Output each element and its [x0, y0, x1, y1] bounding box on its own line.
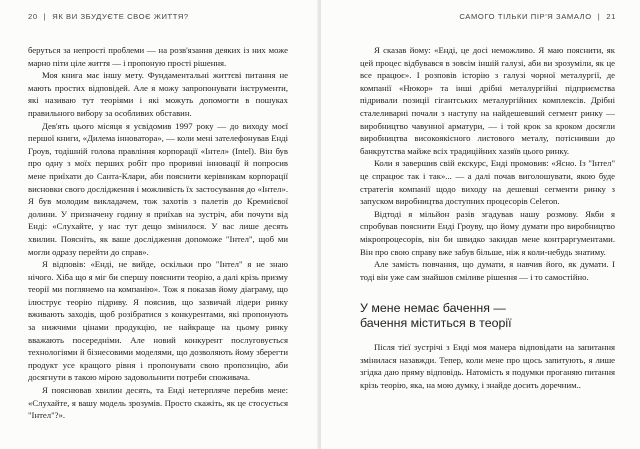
paragraph: Коли я завершив свій екскурс, Енді промовив: «Ясно. Із "Інтел" це спрацює так і так»... — а далі почав виголошувати, якою буде стратегія компанії щодо виходу на дешевші сегменти ринку з запуском виробництва доступних процесорів Celeron.: [360, 158, 615, 207]
header-separator: |: [597, 12, 601, 21]
section-subheading: [360, 301, 615, 331]
left-body-text: [28, 44, 288, 422]
header-separator: |: [43, 12, 47, 21]
paragraph: Але замість повчання, що думати, я навчив його, як думати. І тоді він уже сам знайшов сміливе рішення — і то самостійно.: [360, 259, 615, 282]
chapter-running-title: САМОГО ТІЛЬКИ ПІР'Я ЗАМАЛО: [459, 12, 592, 21]
subheading-line: У мене немає бачення —: [360, 301, 506, 316]
paragraph: Дев'ять цього місяця я усвідомив 1997 року — до виходу моєї першої книги, «Дилема інноватора», — коли мені зателефонував Енді Гроув, тодішній голова правління корпорації «Інтел» (Intel). Він був про одну з моїх перших робіт про проривні інновації й попросив мене приїхати до Санта-Клари, аби пояснити керівникам корпорації висновки свого дослідження і можливість їх застосування до «Інтел». Я був молодим викладачем, тож захотів з палетів до Кремнієвої долини. У призначену годину я приїхав на зустріч, аби почути від Енді: «Слухайте, у нас тут дещо змінилося. У вас лише десять хвилин. Поясніть, як ваше дослідження допоможе "Інтел", щоб ми могли одразу перейти до справ».: [28, 120, 288, 257]
paragraph: Я відповів: «Енді, не вийде, оскільки про "Інтел" я не знаю нічого. Хіба що я міг би спершу пояснити теорію, а далі крізь призму теорії ми поглянемо на компанію». Тож я показав йому діаграму, що ілюструє теорію підриву. Я пояснив, що зазвичай лідери ринку вживають заходів, щоб розібратися з конкурентами, які пропонують за нижчими цінами продукцію, не найкраще на цьому ринку вважають посередніми. Але новий конкурент послуговується технологіями й бізнесовими моделями, що дозволяють йому зберегти продукт усе кращого рівня і пропонувати свою пропозицію, аби досягнути в такою мірою задовольнити потреби споживача.: [28, 259, 288, 383]
right-page-number: 21: [606, 12, 616, 21]
right-body-text: [360, 44, 615, 392]
paragraph: Я пояснював хвилин десять, та Енді нетерпляче перебив мене: «Слухайте, я вашу модель зрозумів. Просто скажіть, як це стосується "Інтел"?».: [28, 385, 288, 421]
left-page-number: 20: [28, 12, 38, 21]
paragraph: Відтоді я мільйон разів згадував нашу розмову. Якби я спробував пояснити Енді Гроуву, що йому думати про виробництво мікропроцесорів, він би швидко закидав мене контраргументами. Він про свою справу вже забув більше, ніж я коли-небудь знатиму.: [360, 208, 615, 257]
paragraph: Я сказав йому: «Енді, це досі неможливо. Я маю пояснити, як цей процес відбувався в зовсім іншій галузі, аби ви зрозуміли, як це все працює». І розповів історію з галузі чорної металургії, де компанії «Нюкор» та інші дрібні металургійні підприємства підривали позиції гігантських металургійних комплексів. Дрібні сталеливарні почали з наступу на найдешевший сегмент ринку — виробництво чавунної арматури, — і той крок за кроком досягли виробництва високоякісного листового металу, потіснивши до банкрутства майже всіх традиційних хазяїв цього ринку.: [360, 45, 615, 156]
paragraph: беруться за непрості проблеми — на розв'язання деяких із них може марно піти ціле життя — і пропоную прості рішення.: [28, 45, 288, 68]
right-running-header: [459, 12, 616, 21]
right-page: [321, 0, 640, 449]
left-running-header: [28, 12, 189, 21]
book-title: ЯК ВИ ЗБУДУЄТЕ СВОЄ ЖИТТЯ?: [52, 12, 189, 21]
subheading-line: бачення міститься в теорії: [360, 316, 512, 331]
paragraph: Після тієї зустрічі з Енді моя манера відповідати на запитання змінилася назавжди. Тепер, коли мене про щось запитують, я лише згідка даю пряму відповідь. Натомість я подумки проганяю питання крізь теорію, яка, на мою думку, і знайде досить доречним..: [360, 342, 615, 391]
left-page: [0, 0, 319, 449]
paragraph: Моя книга має іншу мету. Фундаментальні життєві питання не мають простих відповідей. Але я можу запропонувати інструменти, які називаю тут теоріями і які можуть допомогти в пошуках правильного вибору за особливих обставин.: [28, 70, 288, 118]
